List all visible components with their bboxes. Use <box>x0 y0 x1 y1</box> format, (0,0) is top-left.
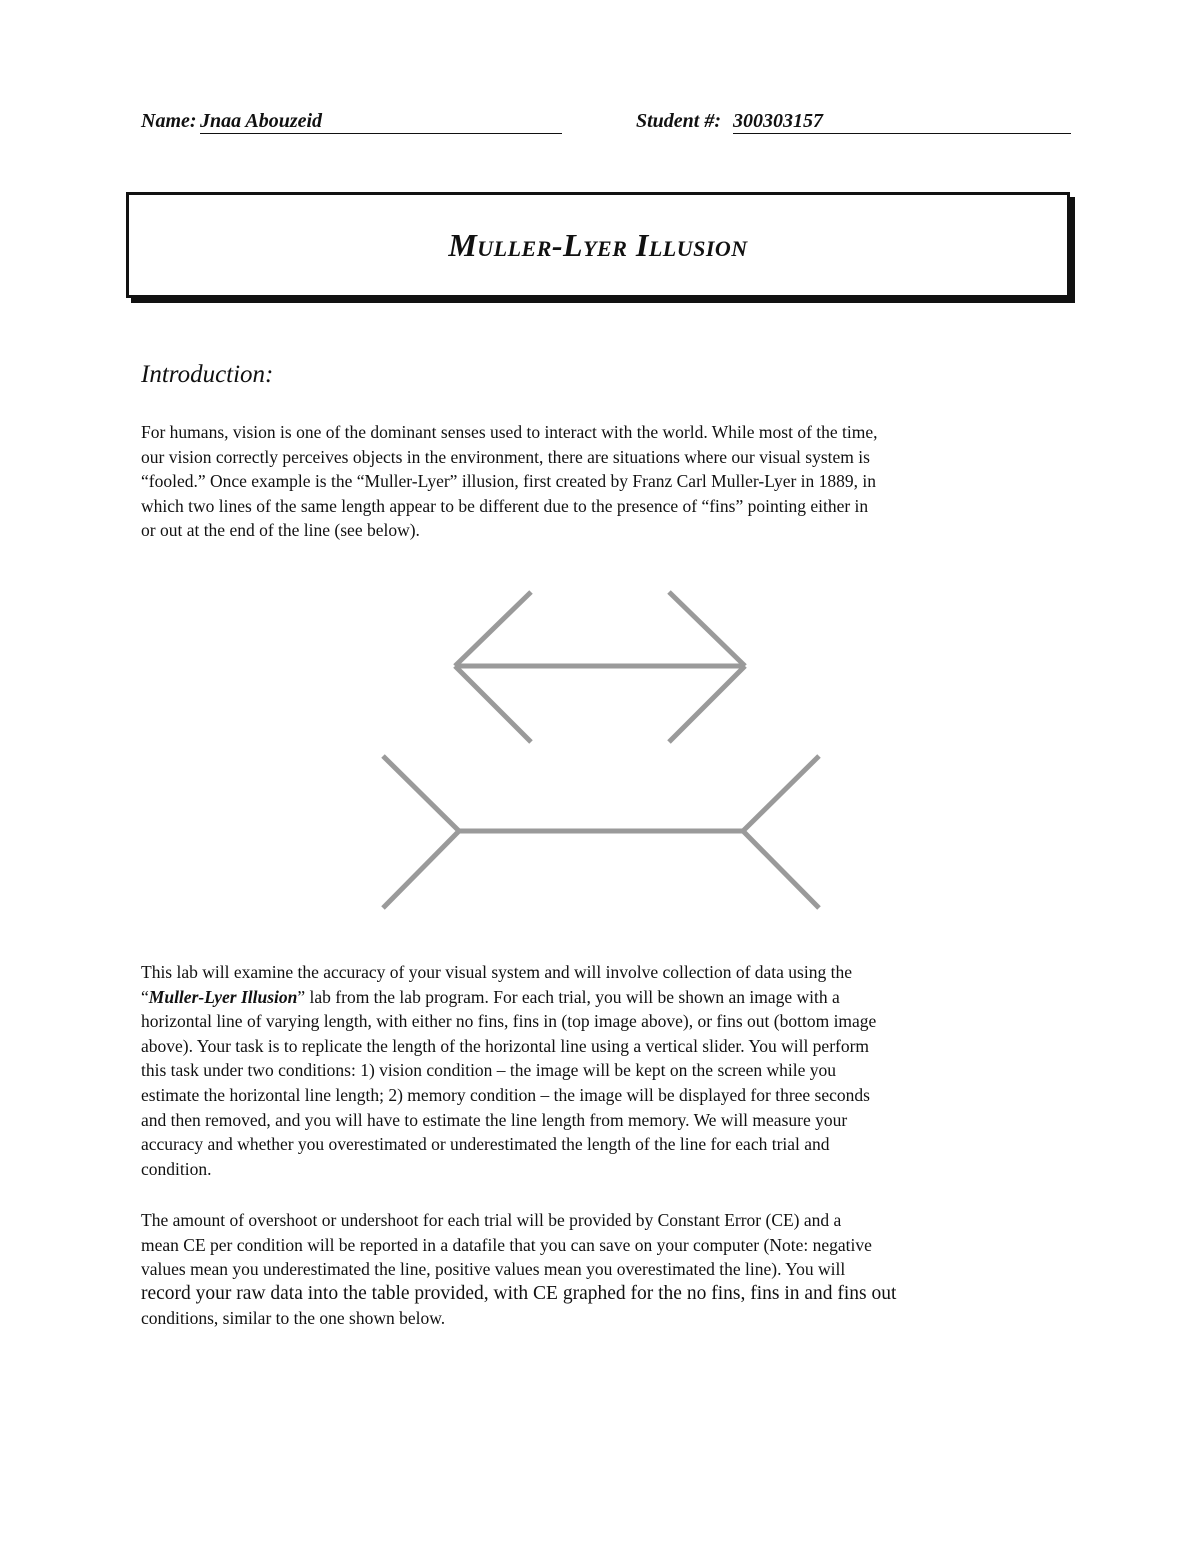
name-value: Jnaa Abouzeid <box>200 110 562 134</box>
paragraph-line: For humans, vision is one of the dominant senses used to interact with the world. While most of the time, <box>141 422 878 442</box>
student-number-label: Student #: <box>636 110 722 132</box>
intro-paragraph-2 <box>141 960 1061 1181</box>
fin-left-upper <box>455 592 531 666</box>
fin-right-lower <box>743 831 819 908</box>
paragraph-line: conditions, similar to the one shown below. <box>141 1308 446 1329</box>
paragraph-line <box>141 985 1061 1010</box>
paragraph-line: and then removed, and you will have to estimate the line length from memory. We will measure your <box>141 1109 848 1130</box>
fin-left-lower <box>455 666 531 742</box>
paragraph-line: or out at the end of the line (see below). <box>141 520 420 541</box>
fins-out-figure <box>383 756 819 908</box>
paragraph-line: which two lines of the same length appear to be different due to the presence of “fins” pointing either in <box>141 495 869 516</box>
fin-right-lower <box>669 666 745 742</box>
fin-left-upper <box>383 756 459 831</box>
fin-right-upper <box>743 756 819 831</box>
open-quote: “ <box>141 986 149 1007</box>
paragraph-line: condition. <box>141 1158 212 1179</box>
introduction-heading: Introduction: <box>141 361 274 388</box>
paragraph-line: horizontal line of varying length, with either no fins, fins in (top image above), or fins out (bottom image <box>141 1011 877 1032</box>
fin-right-upper <box>669 592 745 666</box>
name-label: Name: <box>141 110 197 132</box>
fins-in-figure <box>455 592 745 742</box>
paragraph-line: this task under two conditions: 1) vision condition – the image will be kept on the screen while you <box>141 1060 837 1081</box>
paragraph-line: estimate the horizontal line length; 2) memory condition – the image will be displayed for three seconds <box>141 1084 870 1105</box>
paragraph-line: record your raw data into the table provided, with CE graphed for the no fins, fins in and fins out <box>141 1282 897 1304</box>
paragraph-line: above). Your task is to replicate the length of the horizontal line using a vertical slider. You will perform <box>141 1035 870 1056</box>
lab-name-emphasis: Muller-Lyer Illusion <box>148 986 298 1007</box>
paragraph-line: accuracy and whether you overestimated or underestimated the length of the line for each trial and <box>141 1134 830 1155</box>
paragraph-line: values mean you underestimated the line, positive values mean you overestimated the line). You will <box>141 1259 846 1280</box>
student-number-value: 300303157 <box>733 110 1071 134</box>
paragraph-line: mean CE per condition will be reported in a datafile that you can save on your computer (Note: negative <box>141 1234 872 1255</box>
paragraph-line: “fooled.” Once example is the “Muller-Lyer” illusion, first created by Franz Carl Muller-Lyer in 1889, in <box>141 471 877 492</box>
paragraph-line: This lab will examine the accuracy of your visual system and will involve collection of data using the <box>141 962 852 982</box>
fin-left-lower <box>383 831 459 908</box>
paragraph-text: ” lab from the lab program. For each trial, you will be shown an image with a <box>297 986 840 1007</box>
paragraph-line: The amount of overshoot or undershoot for each trial will be provided by Constant Error (CE) and a <box>141 1210 842 1230</box>
paragraph-line: our vision correctly perceives objects in the environment, there are situations where our visual system is <box>141 446 870 467</box>
page-title: Muller-Lyer Illusion <box>448 226 748 263</box>
intro-paragraph-3 <box>141 1208 1061 1331</box>
